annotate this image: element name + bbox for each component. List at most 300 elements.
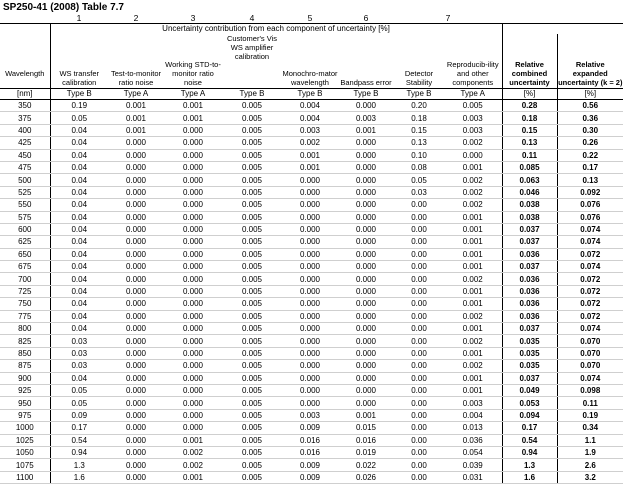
value-cell: 0.000 — [282, 248, 338, 260]
value-cell: 0.074 — [557, 261, 623, 273]
value-cell: 0.000 — [164, 199, 222, 211]
value-cell: 0.000 — [338, 335, 394, 347]
wavelength-cell: 450 — [0, 149, 50, 161]
value-cell: 0.000 — [164, 124, 222, 136]
value-cell: 0.005 — [222, 161, 282, 173]
value-cell: 0.000 — [444, 149, 502, 161]
value-cell: 0.005 — [222, 347, 282, 359]
value-cell: 0.00 — [394, 285, 444, 297]
value-cell: 0.002 — [444, 137, 502, 149]
unit-cell: Type B — [222, 89, 282, 100]
value-cell: 0.000 — [338, 223, 394, 235]
table-row — [0, 248, 623, 260]
value-cell: 0.000 — [108, 211, 164, 223]
unit-cell: Type A — [108, 89, 164, 100]
value-cell: 0.036 — [502, 273, 557, 285]
value-cell: 0.04 — [50, 223, 108, 235]
value-cell: 0.000 — [164, 186, 222, 198]
value-cell: 0.016 — [282, 434, 338, 446]
value-cell: 0.003 — [338, 112, 394, 124]
column-number: 3 — [190, 13, 196, 23]
value-cell: 0.000 — [282, 335, 338, 347]
table-title: SP250-41 (2008) Table 7.7 — [3, 2, 124, 13]
value-cell: 0.000 — [108, 236, 164, 248]
value-cell: 0.000 — [338, 161, 394, 173]
value-cell: 0.05 — [50, 384, 108, 396]
value-cell: 0.005 — [222, 261, 282, 273]
value-cell: 0.000 — [164, 310, 222, 322]
value-cell: 0.000 — [108, 347, 164, 359]
wavelength-cell: 1000 — [0, 422, 50, 434]
value-cell: 0.003 — [282, 124, 338, 136]
value-cell: 1.3 — [50, 459, 108, 471]
value-cell: 0.005 — [222, 211, 282, 223]
value-cell: 0.00 — [394, 471, 444, 483]
value-cell: 0.000 — [338, 199, 394, 211]
value-cell: 0.005 — [444, 100, 502, 112]
value-cell: 0.000 — [164, 285, 222, 297]
value-cell: 0.000 — [108, 459, 164, 471]
value-cell: 1.1 — [557, 434, 623, 446]
value-cell: 0.000 — [108, 137, 164, 149]
value-cell: 1.6 — [50, 471, 108, 483]
value-cell: 0.00 — [394, 446, 444, 458]
wavelength-cell: 950 — [0, 397, 50, 409]
value-cell: 0.000 — [164, 422, 222, 434]
value-cell: 0.03 — [394, 186, 444, 198]
value-cell: 0.070 — [557, 360, 623, 372]
value-cell: 0.000 — [164, 335, 222, 347]
value-cell: 0.00 — [394, 335, 444, 347]
value-cell: 0.000 — [338, 100, 394, 112]
value-cell: 0.035 — [502, 347, 557, 359]
value-cell: 0.000 — [282, 174, 338, 186]
value-cell: 0.000 — [338, 372, 394, 384]
value-cell: 0.000 — [108, 409, 164, 421]
value-cell: 0.000 — [108, 360, 164, 372]
table-row — [0, 112, 623, 124]
value-cell: 0.54 — [502, 434, 557, 446]
value-cell: 0.000 — [108, 174, 164, 186]
value-cell: 0.004 — [282, 112, 338, 124]
value-cell: 0.037 — [502, 261, 557, 273]
value-cell: 0.13 — [394, 137, 444, 149]
wavelength-cell: 600 — [0, 223, 50, 235]
column-number: 2 — [133, 13, 139, 23]
value-cell: 0.009 — [282, 471, 338, 483]
value-cell: 0.005 — [222, 236, 282, 248]
value-cell: 0.000 — [164, 273, 222, 285]
wavelength-cell: 750 — [0, 298, 50, 310]
value-cell: 0.04 — [50, 273, 108, 285]
value-cell: 0.000 — [338, 360, 394, 372]
table-row — [0, 446, 623, 458]
table-row — [0, 422, 623, 434]
value-cell: 0.002 — [444, 199, 502, 211]
value-cell: 0.13 — [502, 137, 557, 149]
value-cell: 0.001 — [282, 161, 338, 173]
value-cell: 0.009 — [282, 459, 338, 471]
value-cell: 0.049 — [502, 384, 557, 396]
value-cell: 0.005 — [222, 298, 282, 310]
header-working-std: Working STD-to-monitor ratio noise — [165, 60, 221, 87]
value-cell: 0.036 — [444, 434, 502, 446]
table-row — [0, 285, 623, 297]
value-cell: 0.00 — [394, 397, 444, 409]
value-cell: 0.000 — [282, 273, 338, 285]
value-cell: 0.015 — [338, 422, 394, 434]
value-cell: 0.00 — [394, 360, 444, 372]
value-cell: 0.005 — [222, 248, 282, 260]
value-cell: 0.28 — [502, 100, 557, 112]
value-cell: 0.000 — [108, 372, 164, 384]
value-cell: 0.000 — [164, 323, 222, 335]
value-cell: 0.20 — [394, 100, 444, 112]
column-header-row — [0, 34, 623, 89]
value-cell: 0.037 — [502, 323, 557, 335]
wavelength-cell: 1050 — [0, 446, 50, 458]
table-row — [0, 223, 623, 235]
table-row — [0, 161, 623, 173]
value-cell: 0.053 — [502, 397, 557, 409]
value-cell: 0.00 — [394, 298, 444, 310]
value-cell: 0.000 — [164, 384, 222, 396]
wavelength-cell: 725 — [0, 285, 50, 297]
value-cell: 0.035 — [502, 335, 557, 347]
value-cell: 0.005 — [222, 285, 282, 297]
value-cell: 0.000 — [164, 236, 222, 248]
value-cell: 0.00 — [394, 236, 444, 248]
value-cell: 0.04 — [50, 149, 108, 161]
value-cell: 0.04 — [50, 199, 108, 211]
unit-cell: [%] — [557, 89, 623, 100]
value-cell: 0.004 — [444, 409, 502, 421]
value-cell: 0.000 — [338, 298, 394, 310]
value-cell: 0.022 — [338, 459, 394, 471]
wavelength-cell: 400 — [0, 124, 50, 136]
value-cell: 0.001 — [444, 261, 502, 273]
header-monochromator: Monochro-mator wavelength — [282, 69, 338, 87]
value-cell: 0.000 — [108, 335, 164, 347]
value-cell: 0.13 — [557, 174, 623, 186]
value-cell: 0.036 — [502, 248, 557, 260]
value-cell: 0.005 — [222, 149, 282, 161]
value-cell: 0.04 — [50, 236, 108, 248]
unit-cell: [%] — [502, 89, 557, 100]
value-cell: 0.002 — [444, 273, 502, 285]
value-cell: 0.00 — [394, 223, 444, 235]
value-cell: 0.000 — [164, 360, 222, 372]
value-cell: 0.074 — [557, 223, 623, 235]
value-cell: 0.085 — [502, 161, 557, 173]
value-cell: 0.00 — [394, 273, 444, 285]
value-cell: 0.000 — [108, 199, 164, 211]
value-cell: 0.19 — [50, 100, 108, 112]
value-cell: 0.000 — [108, 397, 164, 409]
value-cell: 0.03 — [50, 347, 108, 359]
wavelength-cell: 425 — [0, 137, 50, 149]
value-cell: 0.001 — [108, 100, 164, 112]
value-cell: 0.000 — [338, 273, 394, 285]
value-cell: 0.000 — [164, 298, 222, 310]
wavelength-cell: 375 — [0, 112, 50, 124]
table-row — [0, 384, 623, 396]
value-cell: 0.005 — [222, 310, 282, 322]
value-cell: 0.05 — [50, 112, 108, 124]
value-cell: 0.11 — [557, 397, 623, 409]
value-cell: 0.000 — [164, 372, 222, 384]
wavelength-cell: 550 — [0, 199, 50, 211]
value-cell: 0.00 — [394, 211, 444, 223]
value-cell: 0.001 — [444, 323, 502, 335]
table-row — [0, 434, 623, 446]
value-cell: 0.05 — [50, 397, 108, 409]
value-cell: 0.15 — [394, 124, 444, 136]
wavelength-cell: 850 — [0, 347, 50, 359]
value-cell: 0.019 — [338, 446, 394, 458]
value-cell: 0.000 — [108, 471, 164, 483]
value-cell: 0.000 — [108, 223, 164, 235]
value-cell: 0.000 — [108, 310, 164, 322]
table-row — [0, 459, 623, 471]
value-cell: 0.04 — [50, 310, 108, 322]
header-test-to-monitor: Test-to-monitor ratio noise — [110, 69, 161, 87]
value-cell: 0.026 — [338, 471, 394, 483]
wavelength-cell: 675 — [0, 261, 50, 273]
value-cell: 0.005 — [222, 372, 282, 384]
unit-cell: Type B — [282, 89, 338, 100]
value-cell: 0.000 — [282, 298, 338, 310]
value-cell: 0.04 — [50, 137, 108, 149]
value-cell: 3.2 — [557, 471, 623, 483]
value-cell: 0.000 — [338, 186, 394, 198]
wavelength-cell: 900 — [0, 372, 50, 384]
table-row — [0, 298, 623, 310]
wavelength-cell: 500 — [0, 174, 50, 186]
value-cell: 0.038 — [502, 199, 557, 211]
value-cell: 0.037 — [502, 372, 557, 384]
value-cell: 0.000 — [108, 384, 164, 396]
value-cell: 0.04 — [50, 323, 108, 335]
value-cell: 0.072 — [557, 298, 623, 310]
table-row — [0, 186, 623, 198]
value-cell: 0.000 — [282, 360, 338, 372]
value-cell: 0.001 — [164, 434, 222, 446]
value-cell: 2.6 — [557, 459, 623, 471]
value-cell: 0.031 — [444, 471, 502, 483]
column-number: 6 — [363, 13, 369, 23]
value-cell: 0.005 — [222, 223, 282, 235]
value-cell: 0.000 — [108, 248, 164, 260]
value-cell: 0.005 — [222, 434, 282, 446]
value-cell: 0.001 — [108, 124, 164, 136]
value-cell: 0.000 — [282, 186, 338, 198]
value-cell: 0.001 — [164, 100, 222, 112]
table-row — [0, 174, 623, 186]
value-cell: 0.005 — [222, 459, 282, 471]
value-cell: 0.05 — [394, 174, 444, 186]
table-row — [0, 372, 623, 384]
value-cell: 0.037 — [502, 223, 557, 235]
header-detector-stability: Detector Stability — [404, 69, 434, 87]
value-cell: 0.00 — [394, 409, 444, 421]
value-cell: 0.001 — [444, 211, 502, 223]
value-cell: 0.001 — [338, 124, 394, 136]
value-cell: 0.000 — [164, 174, 222, 186]
value-cell: 1.3 — [502, 459, 557, 471]
value-cell: 0.000 — [164, 347, 222, 359]
value-cell: 0.002 — [282, 137, 338, 149]
value-cell: 0.56 — [557, 100, 623, 112]
value-cell: 0.072 — [557, 310, 623, 322]
table-row — [0, 471, 623, 483]
value-cell: 0.036 — [502, 285, 557, 297]
unit-cell: Type B — [394, 89, 444, 100]
value-cell: 0.000 — [282, 199, 338, 211]
table-row — [0, 360, 623, 372]
value-cell: 0.000 — [282, 323, 338, 335]
table-row — [0, 236, 623, 248]
value-cell: 0.072 — [557, 248, 623, 260]
value-cell: 0.000 — [338, 310, 394, 322]
value-cell: 0.000 — [164, 397, 222, 409]
value-cell: 0.000 — [164, 261, 222, 273]
wavelength-cell: 875 — [0, 360, 50, 372]
column-number: 1 — [76, 13, 82, 23]
value-cell: 0.037 — [502, 236, 557, 248]
value-cell: 0.038 — [502, 211, 557, 223]
value-cell: 0.18 — [394, 112, 444, 124]
value-cell: 0.005 — [222, 137, 282, 149]
value-cell: 0.002 — [444, 174, 502, 186]
value-cell: 0.002 — [164, 459, 222, 471]
value-cell: 0.035 — [502, 360, 557, 372]
value-cell: 0.10 — [394, 149, 444, 161]
value-cell: 0.000 — [338, 397, 394, 409]
value-cell: 0.000 — [108, 186, 164, 198]
value-cell: 0.001 — [282, 149, 338, 161]
value-cell: 0.005 — [222, 384, 282, 396]
value-cell: 1.6 — [502, 471, 557, 483]
value-cell: 0.001 — [164, 112, 222, 124]
value-cell: 0.001 — [444, 372, 502, 384]
value-cell: 0.002 — [444, 310, 502, 322]
value-cell: 0.003 — [444, 112, 502, 124]
value-cell: 0.000 — [108, 261, 164, 273]
value-cell: 0.001 — [444, 248, 502, 260]
value-cell: 0.005 — [222, 323, 282, 335]
value-cell: 0.000 — [282, 372, 338, 384]
wavelength-cell: 625 — [0, 236, 50, 248]
value-cell: 0.092 — [557, 186, 623, 198]
value-cell: 0.036 — [502, 298, 557, 310]
value-cell: 0.36 — [557, 112, 623, 124]
wavelength-cell: 1100 — [0, 471, 50, 483]
value-cell: 0.002 — [444, 360, 502, 372]
wavelength-cell: 975 — [0, 409, 50, 421]
value-cell: 0.000 — [282, 285, 338, 297]
value-cell: 0.005 — [222, 446, 282, 458]
value-cell: 0.002 — [444, 186, 502, 198]
value-cell: 0.000 — [282, 347, 338, 359]
value-cell: 0.002 — [444, 335, 502, 347]
value-cell: 0.076 — [557, 211, 623, 223]
value-cell: 0.08 — [394, 161, 444, 173]
value-cell: 0.001 — [444, 223, 502, 235]
wavelength-cell: 650 — [0, 248, 50, 260]
value-cell: 0.000 — [338, 323, 394, 335]
value-cell: 0.005 — [222, 360, 282, 372]
value-cell: 0.001 — [444, 384, 502, 396]
header-wavelength: Wavelength — [0, 34, 50, 89]
table-row — [0, 199, 623, 211]
wavelength-cell: 525 — [0, 186, 50, 198]
value-cell: 0.036 — [502, 310, 557, 322]
value-cell: 0.00 — [394, 372, 444, 384]
value-cell: 0.000 — [108, 149, 164, 161]
value-cell: 0.000 — [338, 236, 394, 248]
value-cell: 0.00 — [394, 384, 444, 396]
value-cell: 0.005 — [222, 422, 282, 434]
wavelength-cell: 1075 — [0, 459, 50, 471]
table-row — [0, 137, 623, 149]
value-cell: 0.000 — [108, 446, 164, 458]
table-row — [0, 273, 623, 285]
value-cell: 0.26 — [557, 137, 623, 149]
column-number: 7 — [445, 13, 451, 23]
value-cell: 0.17 — [557, 161, 623, 173]
value-cell: 0.04 — [50, 124, 108, 136]
value-cell: 0.09 — [50, 409, 108, 421]
value-cell: 0.000 — [108, 323, 164, 335]
value-cell: 0.005 — [222, 335, 282, 347]
value-cell: 0.005 — [222, 112, 282, 124]
value-cell: 0.094 — [502, 409, 557, 421]
value-cell: 0.003 — [282, 409, 338, 421]
value-cell: 0.00 — [394, 310, 444, 322]
value-cell: 0.005 — [222, 199, 282, 211]
value-cell: 0.000 — [282, 211, 338, 223]
value-cell: 0.04 — [50, 186, 108, 198]
unit-cell: Type A — [164, 89, 222, 100]
value-cell: 0.03 — [50, 360, 108, 372]
value-cell: 0.000 — [108, 273, 164, 285]
value-cell: 0.005 — [222, 397, 282, 409]
value-cell: 0.001 — [444, 161, 502, 173]
value-cell: 0.001 — [164, 471, 222, 483]
value-cell: 0.098 — [557, 384, 623, 396]
value-cell: 0.000 — [282, 261, 338, 273]
table-row — [0, 100, 623, 112]
value-cell: 0.001 — [108, 112, 164, 124]
table-row — [0, 261, 623, 273]
value-cell: 0.18 — [502, 112, 557, 124]
wavelength-cell: 775 — [0, 310, 50, 322]
table-row — [0, 211, 623, 223]
value-cell: 0.04 — [50, 161, 108, 173]
value-cell: 0.000 — [338, 174, 394, 186]
table-row — [0, 124, 623, 136]
value-cell: 0.54 — [50, 434, 108, 446]
value-cell: 0.04 — [50, 211, 108, 223]
value-cell: 0.000 — [108, 285, 164, 297]
header-expanded-uncertainty: Relative expanded uncertainty (k = 2) — [558, 60, 623, 87]
value-cell: 0.30 — [557, 124, 623, 136]
wavelength-cell: 1025 — [0, 434, 50, 446]
value-cell: 0.17 — [50, 422, 108, 434]
uncertainty-table — [0, 13, 623, 484]
table-row — [0, 335, 623, 347]
